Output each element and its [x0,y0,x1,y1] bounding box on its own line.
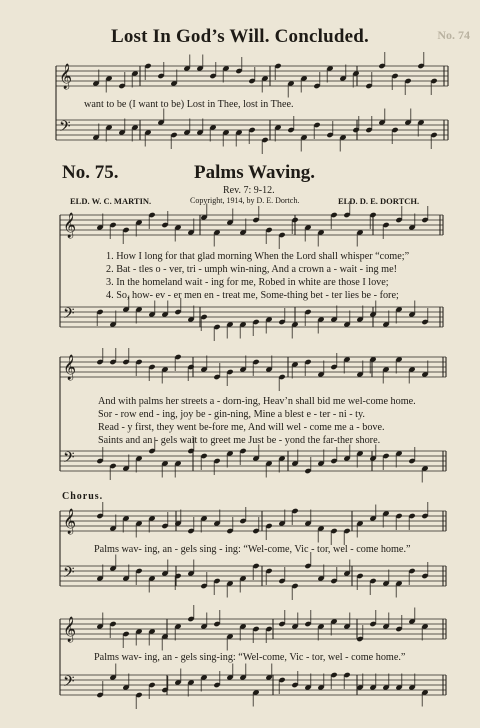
scripture-reference: Rev. 7: 9-12. [223,185,275,196]
treble-clef: 𝄞 [59,64,73,89]
continuation-title: Lost In God’s Will. Concluded. [110,26,369,47]
treble-clef: 𝄞 [63,355,77,380]
chorus-label: Chorus. [62,491,104,502]
continuation-lyric: want to be (I want to be) Lost in Thee, lost in Thee. [84,99,294,110]
hymn-number: No. 75. [62,162,119,183]
chorus-lyric: Palms wav- ing, an - gels sing - ing: “Wel-come, Vic - tor, wel - come home.” [94,544,411,555]
bass-clef: 𝄢 [63,564,75,585]
verse-line: 4. So, how- ev - er men en - treat me, Some-thing bet - ter lies be - fore; [106,290,399,301]
hymn-title: Palms Waving. [194,162,316,183]
verse-line: And with palms her streets a - dorn-ing, Heav’n shall bid me wel-come home. [98,396,416,407]
verse-line: Sor - row end - ing, joy be - gin-ning, Mine a blest e - ter - ni - ty. [98,409,365,420]
verse-line: Saints and an - gels wait to greet me Just be - yond the far-ther shore. [98,435,381,446]
bass-clef: 𝄢 [59,118,71,139]
bass-clef: 𝄢 [63,449,75,470]
treble-clef: 𝄞 [63,213,77,238]
author-credit: ELD. W. C. MARTIN. [70,196,152,206]
chorus-lyric: Palms wav- ing, an - gels sing-ing: “Wel-come, Vic - tor, wel - come home.” [94,652,406,663]
treble-clef: 𝄞 [63,617,77,642]
bass-clef: 𝄢 [63,305,75,326]
verse-line: 2. Bat - tles o - ver, tri - umph win-ning, And a crown a - wait - ing me! [106,264,397,275]
verse-line: 3. In the homeland wait - ing for me, Robed in white are those I love; [106,277,389,288]
copyright-notice: Copyright, 1914, by D. E. Dortch. [190,196,300,205]
treble-clef: 𝄞 [63,509,77,534]
verse-line: 1. How I long for that glad morning When the Lord shall whisper “come;” [106,251,410,262]
bass-clef: 𝄢 [63,673,75,694]
page-corner-number: No. 74 [437,28,470,42]
verse-line: Read - y first, they went be-fore me, And will wel - come me a - bove. [98,422,385,433]
composer-credit: ELD. D. E. DORTCH. [338,196,420,206]
